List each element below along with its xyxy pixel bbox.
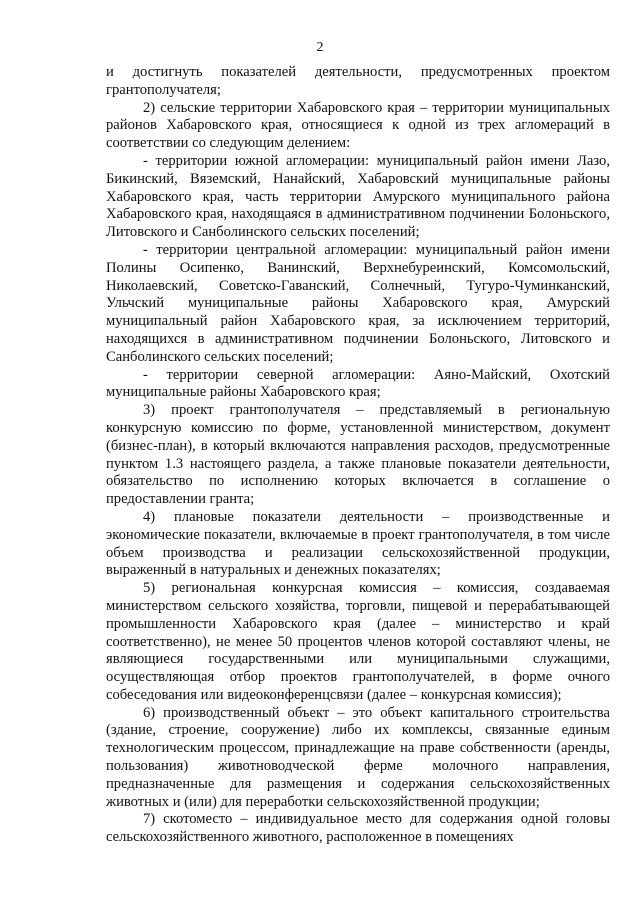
paragraph-north-agglomeration: - территории северной агломерации: Аяно-Майский, Охотский муниципальные районы Хабаровского края; [106, 366, 610, 401]
paragraph-central-agglomeration: - территории центральной агломерации: муниципальный район имени Полины Осипенко, Ванинский, Верхнебуреинский, Комсомольский, Николаевский, Советско-Гаванский, Солнечный, Тугуро-Чуминканский, Ульчский муниципальные районы Хабаровского края, Амурский муниципальный район Хабаровского края, за исключением территорий, находящихся в административном подчинении Болоньского, Литовского и Санболинского сельских поселений; [106, 241, 610, 365]
paragraph-item-5: 5) региональная конкурсная комиссия – комиссия, создаваемая министерством сельского хозяйства, торговли, пищевой и перерабатывающей промышленности Хабаровского края (далее – министерство и край соответственно), не менее 50 процентов членов которой составляют члены, не являющиеся государственными или муниципальными служащими, осуществляющая отбор проектов грантополучателей, в форме очного собеседования или видеоконференцсвязи (далее – конкурсная комиссия); [106, 580, 610, 703]
paragraph-continuation: и достигнуть показателей деятельности, предусмотренных проектом грантополучателя; [106, 64, 610, 98]
paragraph-item-7: 7) скотоместо – индивидуальное место для содержания одной головы сельскохозяйственного животного, расположенное в помещениях [106, 811, 610, 846]
paragraph-item-2: 2) сельские территории Хабаровского края – территории муниципальных районов Хабаровского края, относящиеся к одной из трех агломераций в соответствии со следующим делением: [106, 99, 610, 152]
paragraph-item-3: 3) проект грантополучателя – представляемый в региональную конкурсную комиссию по форме, установленной министерством, документ (бизнес-план), в который включаются направления расходов, предусмотренные пунктом 1.3 настоящего раздела, а также плановые показатели деятельности, обязательство по исполнению которых включается в соглашение о предоставлении гранта; [106, 402, 610, 508]
paragraph-item-6: 6) производственный объект – это объект капитального строительства (здание, строение, сооружение) либо их комплексы, связанные единым технологическим процессом, принадлежащие на праве собственности (аренды, пользования) животноводческой ферме молочного направления, предназначенные для размещения и содержания сельскохозяйственных животных и (или) для переработки сельскохозяйственной продукции; [106, 704, 610, 810]
paragraph-south-agglomeration: - территории южной агломерации: муниципальный район имени Лазо, Бикинский, Вяземский, Нанайский, Хабаровский муниципальные районы Хабаровского края, часть территории Амурского муниципального района Хабаровского края, находящаяся в административном подчинении Болоньского, Литовского и Санболинского сельских поселений; [106, 152, 610, 241]
page-number: 2 [316, 40, 324, 55]
paragraph-item-4: 4) плановые показатели деятельности – производственные и экономические показатели, включаемые в проект грантополучателя, в том числе объем производства и реализации сельскохозяйственной продукции, выраженный в натуральных и денежных показателях; [106, 508, 610, 579]
document-body [106, 64, 610, 847]
